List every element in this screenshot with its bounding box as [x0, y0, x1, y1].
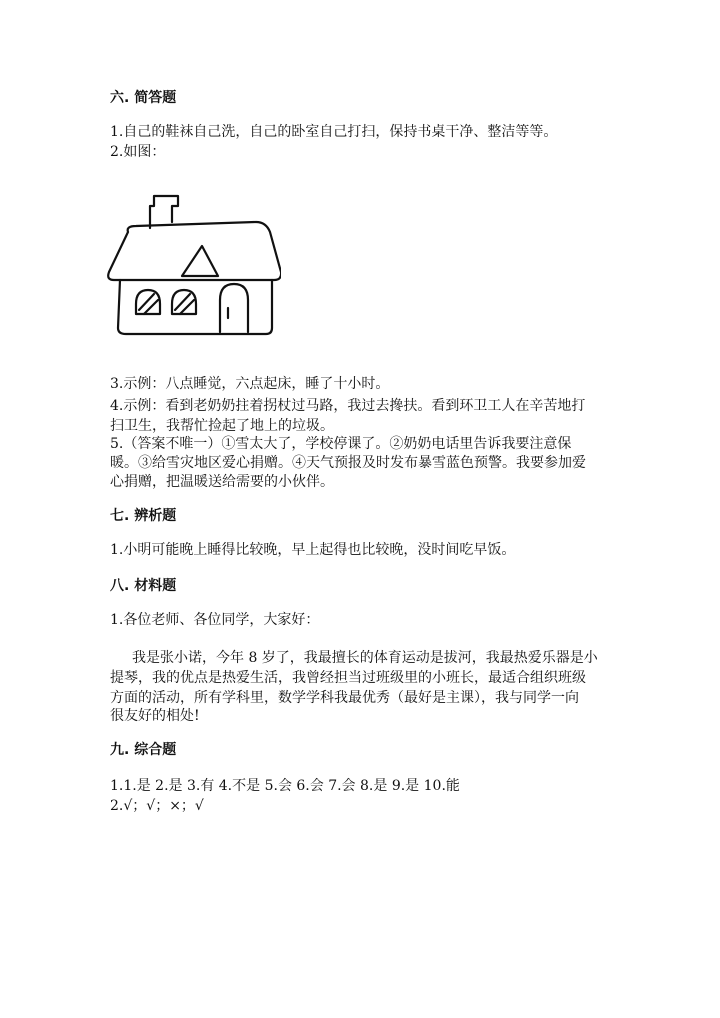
section-seven-answer-1: 1.小明可能晚上睡得比较晚，早上起得也比较晚，没时间吃早饭。 [110, 542, 516, 558]
house-drawing-icon [106, 188, 281, 338]
section-nine-answer-2: 2.√；√；×；√ [110, 798, 204, 814]
section-nine-answer-1: 1.1.是 2.是 3.有 4.不是 5.会 6.会 7.会 8.是 9.是 10.能 [110, 778, 460, 794]
section-six-answer-3: 3.示例：八点睡觉，六点起床，睡了十小时。 [110, 376, 390, 392]
section-eight-answer-1: 1.各位老师、各位同学，大家好： [110, 612, 320, 628]
section-eight-title: 八. 材料题 [110, 578, 177, 594]
essay-line-4: 很友好的相处! [110, 708, 200, 724]
essay-line-1: 我是张小诺，今年 8 岁了，我最擅长的体育运动是拔河，我最热爱乐器是小 [132, 650, 598, 666]
section-six-answer-2: 2.如图： [110, 144, 166, 160]
section-six-answer-5-line-1: 5.（答案不唯一）①雪太大了，学校停课了。②奶奶电话里告诉我要注意保 [110, 436, 572, 452]
section-six-answer-4-line-1: 4.示例：看到老奶奶拄着拐杖过马路，我过去搀扶。看到环卫工人在辛苦地打 [110, 398, 586, 414]
section-six-answer-1: 1.自己的鞋袜自己洗，自己的卧室自己打扫，保持书桌干净、整洁等等。 [110, 124, 558, 140]
essay-line-2: 提琴，我的优点是热爱生活，我曾经担当过班级里的小班长，最适合组织班级 [110, 670, 586, 686]
section-seven-title: 七. 辨析题 [110, 508, 177, 524]
section-six-answer-5-line-3: 心捐赠，把温暖送给需要的小伙伴。 [110, 474, 334, 490]
section-six-answer-4-line-2: 扫卫生，我帮忙捡起了地上的垃圾。 [110, 418, 334, 434]
section-nine-title: 九. 综合题 [110, 742, 177, 758]
section-six-answer-5-line-2: 暖。③给雪灾地区爱心捐赠。④天气预报及时发布暴雪蓝色预警。我要参加爱 [110, 455, 586, 471]
section-six-title: 六. 简答题 [110, 90, 177, 106]
essay-line-3: 方面的活动，所有学科里，数学学科我最优秀（最好是主课），我与同学一向 [110, 690, 579, 706]
